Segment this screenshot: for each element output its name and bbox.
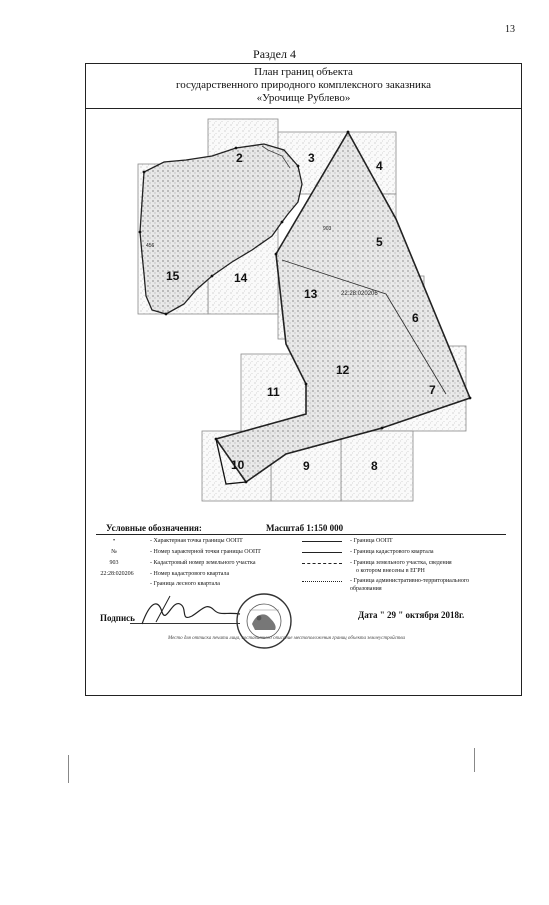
section-title: Раздел 4 [253, 47, 296, 61]
document-date: Дата " 29 " октября 2018г. [358, 610, 465, 620]
legend-text-plot-cont: о котором внесены в ЕГРН [356, 568, 425, 574]
plot-number: 903 [323, 226, 332, 232]
block-5: 5 [376, 235, 383, 249]
block-9: 9 [303, 459, 310, 473]
block-2: 2 [236, 151, 243, 165]
block-14: 14 [234, 271, 248, 285]
legend-text-plot: - Граница земельного участка, сведения [350, 560, 452, 566]
boundary-point-number: 456 [146, 243, 155, 249]
block-13: 13 [304, 287, 318, 301]
boundary-map [86, 64, 523, 524]
block-4: 4 [376, 159, 383, 173]
signature-scribble [136, 594, 246, 630]
legend-symbol-quarter-number: 22:28:020206 [100, 571, 134, 577]
block-15: 15 [166, 269, 180, 283]
legend-text-admin: - Граница административно-территориального [350, 578, 470, 584]
legend-title: Условные обозначения: [106, 523, 202, 533]
legend-text-quarter-number: - Номер кадастрового квартала [150, 571, 230, 577]
heading-line-1: План границ объекта [254, 66, 353, 78]
legend-symbol-point-number: № [111, 549, 117, 555]
legend-symbol-point: • [112, 538, 116, 544]
legend-text-plot-number: - Кадастровый номер земельного участка [150, 560, 256, 566]
block-10: 10 [231, 458, 245, 472]
signature-note: Место для оттиска печати лица, составившего описание местоположения границ объекта землеустройства [168, 636, 406, 641]
legend-text-forest-quarter: - Граница лесного квартала [150, 581, 220, 587]
block-7: 7 [429, 383, 436, 397]
legend-text-reserve: - Граница ООПТ [350, 538, 393, 544]
legend-text-admin-cont: образования [350, 586, 382, 592]
cadastral-quarter-number: 22:28:020206 [341, 291, 378, 297]
map-scale: Масштаб 1:150 000 [266, 523, 344, 533]
legend-line-quarter [302, 552, 342, 553]
heading-line-3: «Урочище Рублево» [256, 92, 351, 104]
block-3: 3 [308, 151, 315, 165]
legend-line-plot [302, 563, 342, 564]
legend-text-quarter: - Граница кадастрового квартала [350, 549, 434, 555]
block-8: 8 [371, 459, 378, 473]
legend-line-admin [302, 581, 342, 582]
page-number: 13 [505, 24, 515, 35]
block-11: 11 [267, 385, 280, 399]
legend-symbol-plot-number: 903 [109, 560, 119, 566]
legend-line-reserve [302, 541, 342, 542]
plan-frame [85, 63, 522, 696]
heading-line-2: государственного природного комплексного заказника [175, 79, 431, 91]
margin-mark-right [474, 748, 475, 772]
legend-divider [96, 534, 506, 535]
legend-text-point: - Характерная точка границы ООПТ [150, 538, 243, 544]
signature-label: Подпись [100, 613, 135, 623]
margin-mark-left [68, 755, 69, 783]
block-6: 6 [412, 311, 419, 325]
block-12: 12 [336, 363, 350, 377]
legend-text-point-number: - Номер характерной точки границы ООПТ [150, 549, 261, 555]
organization-seal [235, 592, 293, 650]
